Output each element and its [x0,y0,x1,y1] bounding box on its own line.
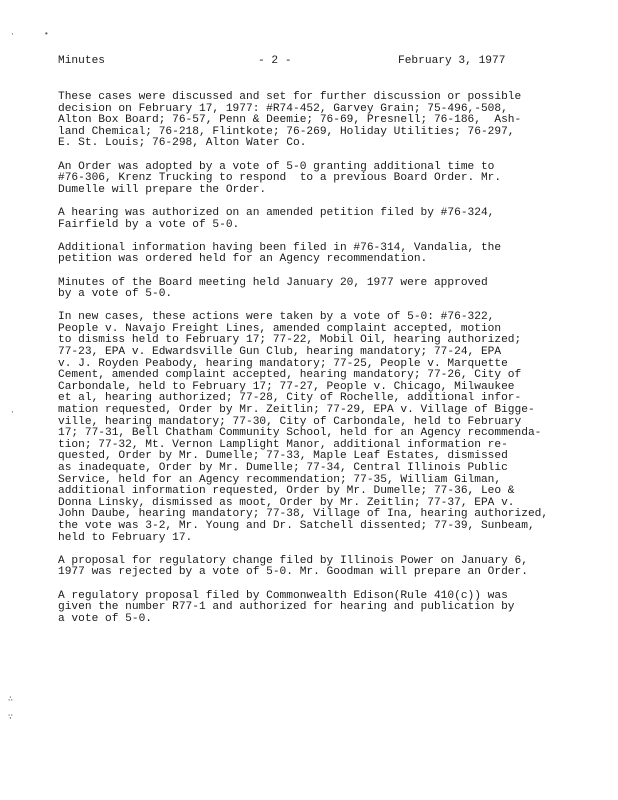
header-date: February 3, 1977 [398,55,506,67]
paragraph: These cases were discussed and set for further discussion or possible decision on February 17, 1977: #R74-452, Garvey Grain; 75-496,-508, Alton Box Board; 76-57, Penn & Deemie; 76-69, Presnell; 76-186, Ash- land Chemical; 76-218, Flintkote; 76-269, Holiday Utilities; 76-297, E. St. Louis; 76-298, Alton Water Co. [58,91,522,150]
page-number: - 2 - [258,55,292,67]
paragraph: A hearing was authorized on an amended petition filed by #76-324, Fairfield by a vote of 5-0. [58,206,495,231]
paragraph: A proposal for regulatory change filed by Illinois Power on January 6, 1977 was rejected by a vote of 5-0. Mr. Goodman will prepare an Order. [58,554,528,579]
scan-speck: · [10,408,15,417]
scan-speck: · [10,30,15,39]
paragraph: A regulatory proposal filed by Commonwealth Edison(Rule 410(c)) was given the number R77-1 and authorized for hearing and publication by a vote of 5-0. [58,589,515,625]
paragraph: In new cases, these actions were taken by a vote of 5-0: #76-322, People v. Navajo Freight Lines, amended complaint accepted, motion to dismiss held to February 17; 77-22, Mobil Oil, hearing authorized; 77-23, EPA v. Edwardsville Gun Club, hearing mandatory; 77-24, EPA v. J. Royden Peabody, hearing mandatory; 77-25, People v. Marquette Cement, amended complaint accepted, hearing mandatory; 77-26, City of Carbondale, held to February 17; 77-27, People v. Chicago, Milwaukee et al, hearing authorized; 77-28, City of Rochelle, additional infor- mation requested, Order by Mr. Zeitlin; 77-29, EPA v. Village of Bigge- ville, hearing mandatory; 77-30, City of Carbondale, held to February 17; 77-31, Bell Chatham Community School, held for an Agency recommenda- tion; 77-32, Mt. Vernon Lamplight Manor, additional information re- quested, Order by Mr. Dumelle; 77-33, Maple Leaf Estates, dismissed as inadequate, Order by Mr. Dumelle; 77-34, Central Illinois Public Service, held for an Agency recommendation; 77-35, William Gilman, additional information requested, Order by Mr. Dumelle; 77-36, Leo & Donna Linsky, dismissed as moot, Order by Mr. Zeitlin; 77-37, EPA v. John Daube, hearing mandatory; 77-38, Village of Ina, hearing authorized, the vote was 3-2, Mr. Young and Dr. Satchell dissented; 77-39, Sunbeam, held to February 17. [58,311,549,544]
paragraph: Additional information having been filed in #76-314, Vandalia, the petition was ordered held for an Agency recommendation. [58,241,502,266]
scan-speck: ∵ [8,713,13,722]
paragraph: Minutes of the Board meeting held January 20, 1977 were approved by a vote of 5-0. [58,276,488,301]
header-title: Minutes [58,55,105,67]
page-header [58,55,528,69]
scan-speck: ∴ [8,695,13,704]
document-body [58,92,578,637]
scan-speck: • [44,30,49,39]
paragraph: An Order was adopted by a vote of 5-0 granting additional time to #76-306, Krenz Trucking to respond to a previous Board Order. Mr. Dumelle will prepare the Order. [58,160,502,196]
